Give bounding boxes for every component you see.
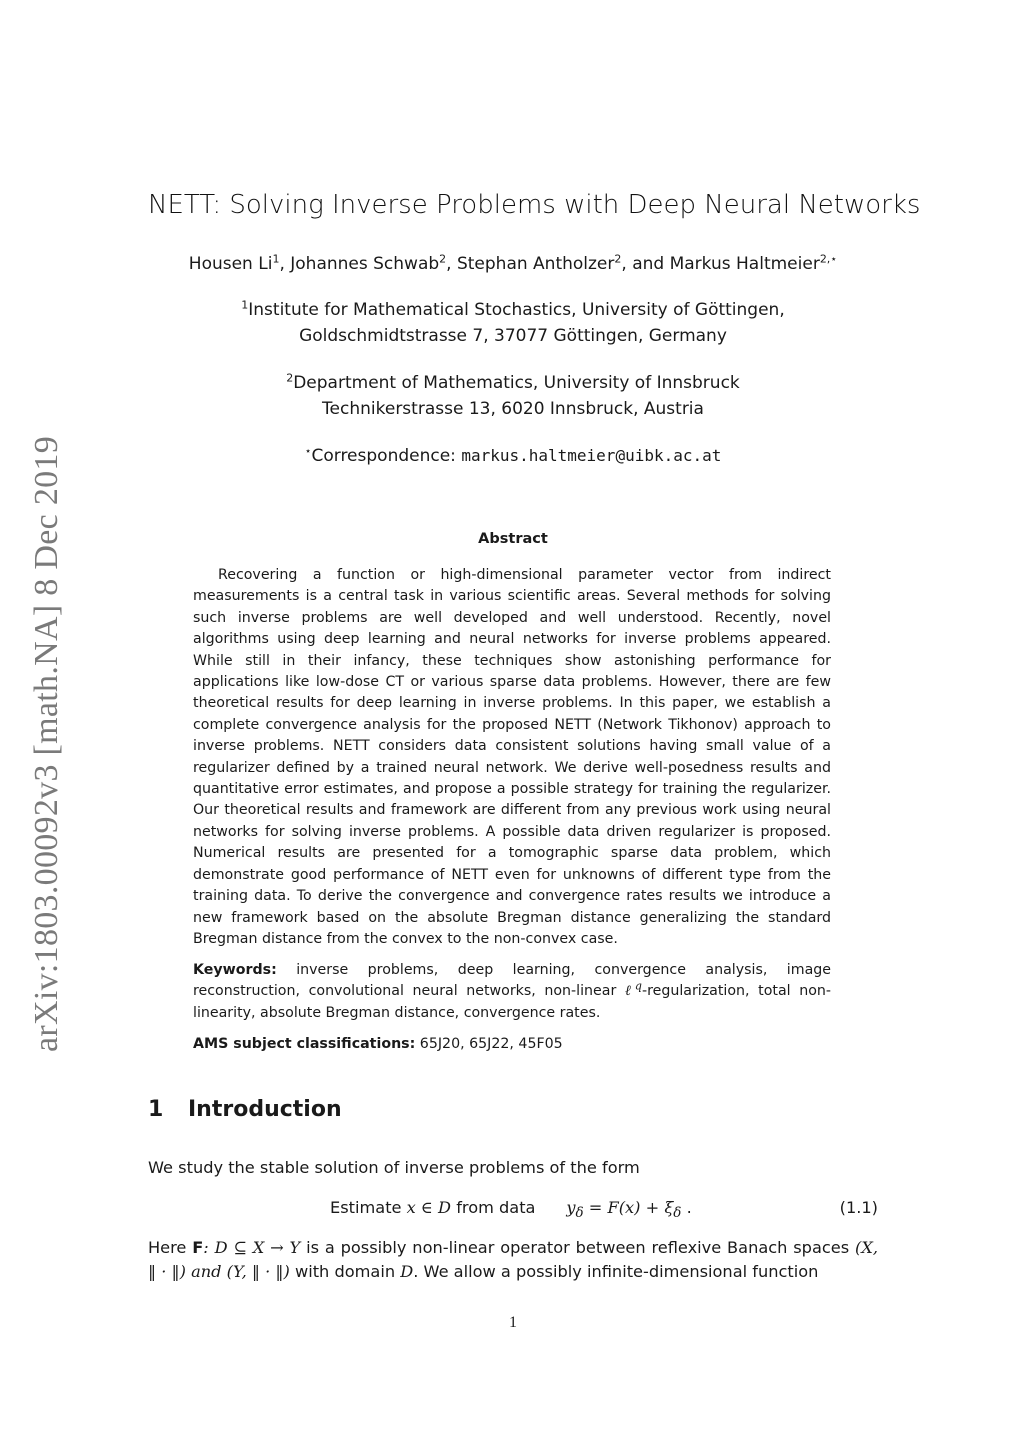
author-affil-mark: 2 <box>614 252 622 266</box>
para-text: is a possibly non-linear operator between reflexive Banach spaces <box>300 1238 856 1257</box>
ell-symbol: ℓ <box>624 983 635 1000</box>
equation-math: = F(x) + ξ <box>583 1198 674 1217</box>
affiliation-mark: 1 <box>241 298 249 312</box>
authors-connector: , and <box>621 254 670 274</box>
equation-text: Estimate <box>330 1198 407 1217</box>
inline-math: : D ⊆ X → Y <box>203 1238 301 1257</box>
keywords-text: -regularization, total non-linearity, absolute Bregman distance, convergence rates. <box>193 983 831 1021</box>
para-text: with domain <box>289 1262 401 1281</box>
affiliation-mark: 2 <box>286 371 294 385</box>
affiliation-line: Institute for Mathematical Stochastics, University of Göttingen, <box>248 300 785 320</box>
author-list: Housen Li$^1$, Johannes Schwab$^2$, Stephan Antholzer$^2$, and Markus Haltmeier$^{2,⋆}$ <box>188 252 838 274</box>
affiliation-2 <box>148 370 878 422</box>
section-title: Introduction <box>188 1097 342 1122</box>
equation-text: . <box>681 1198 692 1217</box>
equation-body <box>330 1196 692 1225</box>
para-text: Here <box>148 1238 193 1257</box>
affiliation-line: Technikerstrasse 13, 6020 Innsbruck, Austria <box>322 399 704 419</box>
author-name: Housen Li <box>188 254 273 274</box>
keywords-label: Keywords: <box>193 962 277 978</box>
operator-symbol: F <box>192 1238 204 1257</box>
keywords-text: inverse problems, deep learning, convergence analysis, image reconstruction, convolutional neural networks, non-linear <box>193 962 831 1000</box>
inline-math: D <box>400 1262 414 1281</box>
equation-1-1 <box>148 1196 878 1220</box>
ams-codes: 65J20, 65J22, 45F05 <box>415 1036 563 1052</box>
section-number: 1 <box>148 1097 164 1122</box>
abstract-text: Recovering a function or high-dimensional parameter vector from indirect measurements is a central task in various scientific areas. Several methods for solving such inverse problems are well developed and well understood. Recently, novel algorithms using deep learning and neural networks for inverse problems appeared. While still in their infancy, these techniques show astonishing performance for applications like low-dose CT or various sparse data problems. However, there are few theoretical results for deep learning in inverse problems. In this paper, we establish a complete convergence analysis for the proposed NETT (Network Tikhonov) approach to inverse problems. NETT considers data consistent solutions having small value of a regularizer defined by a trained neural network. We derive well-posedness results and quantitative error estimates, and propose a possible strategy for training the regularizer. Our theoretical results and framework are different from any previous work using neural networks for solving inverse problems. A possible data driven regularizer is proposed. Numerical results are presented for a tomographic sparse data problem, which demonstrate good performance of NETT even for unknowns of different type from the training data. To derive the convergence and convergence rates results we introduce a new framework based on the absolute Bregman distance generalizing the standard Bregman distance from the convex to the non-convex case. <box>193 567 831 947</box>
correspondence-mark: ⋆ <box>304 444 312 458</box>
equation-number: (1.1) <box>839 1198 878 1217</box>
correspondence-label: Correspondence: <box>311 446 462 466</box>
paragraph-text <box>148 1236 878 1284</box>
q-exponent: q <box>634 979 642 993</box>
author-affil-mark: 2 <box>439 252 447 266</box>
correspondence <box>148 443 878 469</box>
intro-sentence: We study the stable solution of inverse problems of the form <box>148 1158 640 1177</box>
author-name: Stephan Antholzer <box>456 254 615 274</box>
ams-label: AMS subject classifications: <box>193 1036 416 1052</box>
ams-classifications <box>193 1034 831 1055</box>
section-heading <box>148 1097 342 1122</box>
author-name: Johannes Schwab <box>290 254 440 274</box>
para-text: . We allow a possibly infinite-dimensional function <box>413 1262 819 1281</box>
author-name: Markus Haltmeier <box>669 254 820 274</box>
author-affil-mark: 2,⋆ <box>819 252 838 266</box>
equation-subscript: δ <box>575 1205 584 1222</box>
affiliation-1 <box>148 297 878 349</box>
affiliation-line: Department of Mathematics, University of Innsbruck <box>293 373 740 393</box>
equation-math: x ∈ D <box>406 1198 452 1217</box>
author-affil-mark: 1 <box>272 252 280 266</box>
equation-text: from data <box>451 1198 536 1217</box>
abstract-heading: Abstract <box>478 531 548 547</box>
inline-math: (X, ‖ · ‖) and (Y, ‖ · ‖) <box>148 1238 879 1281</box>
keywords <box>193 960 831 1024</box>
paper-title: NETT: Solving Inverse Problems with Deep Neural Networks <box>148 190 921 220</box>
page-number: 1 <box>509 1314 517 1331</box>
affiliation-line: Goldschmidtstrasse 7, 37077 Göttingen, Germany <box>299 326 727 346</box>
correspondence-email[interactable]: markus.haltmeier@uibk.ac.at <box>461 446 722 465</box>
arxiv-stamp: arXiv:1803.00092v3 [math.NA] 8 Dec 2019 <box>28 435 65 1053</box>
equation-subscript: δ <box>673 1205 682 1222</box>
equation-math: y <box>566 1198 576 1217</box>
